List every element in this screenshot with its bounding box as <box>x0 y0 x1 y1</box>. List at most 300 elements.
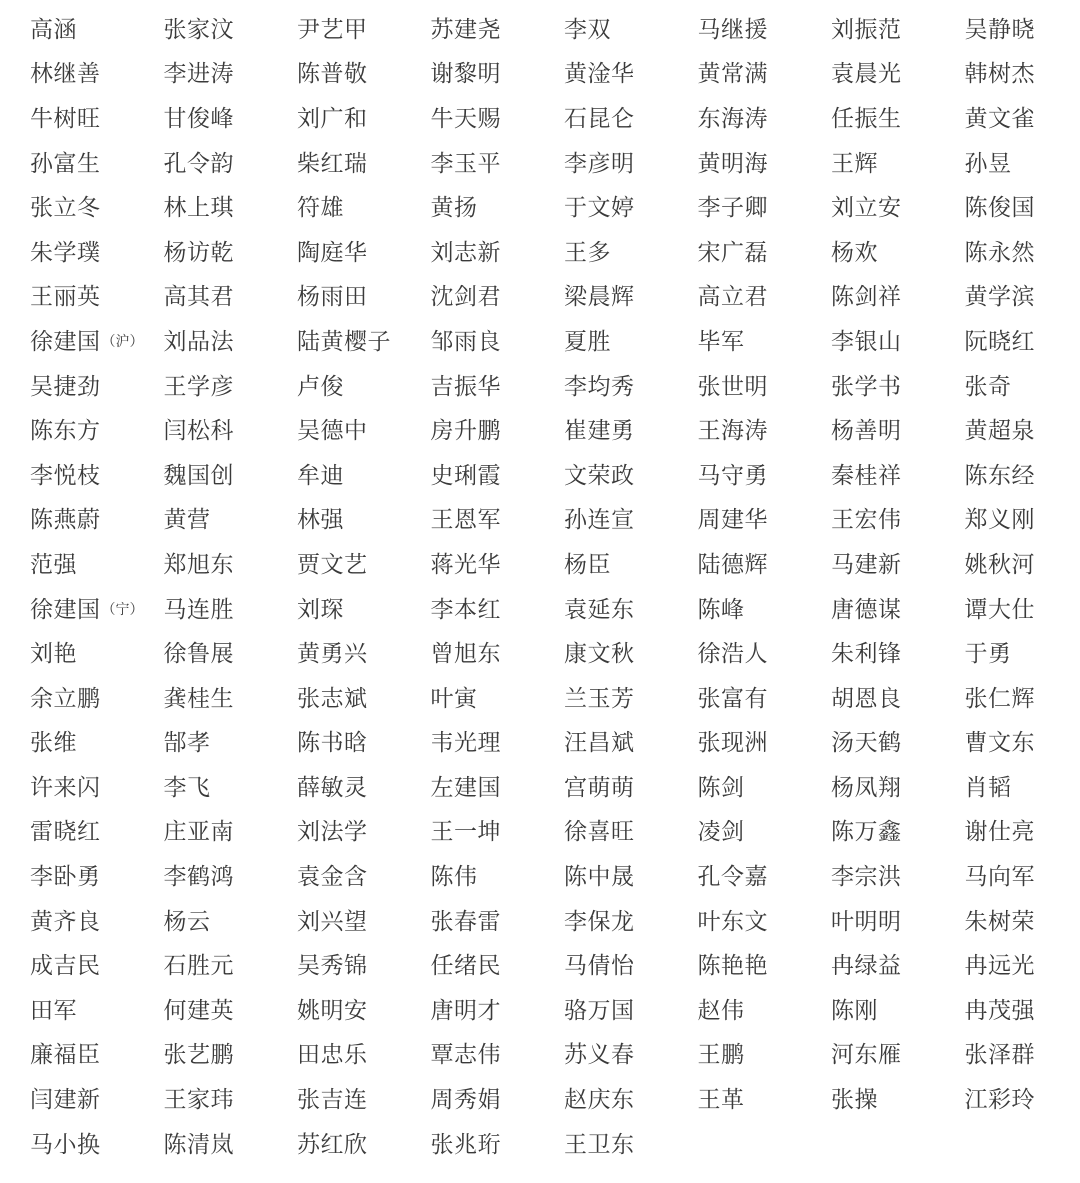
person-name: 陈中晟 <box>564 864 635 891</box>
person-name: 唐明才 <box>430 997 501 1024</box>
person-name: 林继善 <box>30 61 101 88</box>
name-entry <box>831 499 965 544</box>
name-entry <box>831 409 965 454</box>
name-entry <box>965 454 1080 499</box>
person-name: 孙连宣 <box>564 507 635 534</box>
name-entry <box>297 811 431 856</box>
person-name: 田军 <box>30 997 77 1024</box>
person-name: 冉绿益 <box>831 953 902 980</box>
person-name: 陈普敬 <box>297 61 368 88</box>
person-name: 胡恩良 <box>831 685 902 712</box>
person-name: 牟迪 <box>297 462 344 489</box>
person-name: 刘品法 <box>163 328 234 355</box>
name-entry <box>831 1034 965 1079</box>
person-name: 杨善明 <box>831 418 902 445</box>
person-name: 宋广磊 <box>697 239 768 266</box>
name-entry <box>965 409 1080 454</box>
name-entry <box>564 1123 698 1168</box>
name-entry <box>965 543 1080 588</box>
name-entry <box>831 365 965 410</box>
name-entry <box>164 499 298 544</box>
person-name: 周秀娟 <box>430 1087 501 1114</box>
person-name: 陈书晗 <box>297 730 368 757</box>
person-name: 曾旭东 <box>430 641 501 668</box>
person-name: 苏红欣 <box>297 1131 368 1158</box>
name-entry <box>831 766 965 811</box>
name-entry <box>297 365 431 410</box>
person-name: 刘法学 <box>297 819 368 846</box>
name-entry <box>564 855 698 900</box>
name-entry <box>431 989 565 1034</box>
name-entry <box>564 1078 698 1123</box>
person-name: 黄常满 <box>697 61 768 88</box>
person-name: 江彩玲 <box>964 1087 1035 1114</box>
name-entry <box>564 677 698 722</box>
person-name: 袁金含 <box>297 864 368 891</box>
name-entry <box>297 1123 431 1168</box>
name-entry <box>831 97 965 142</box>
person-name: 兰玉芳 <box>564 685 635 712</box>
person-name: 王卫东 <box>564 1131 635 1158</box>
person-name: 孙昱 <box>964 150 1012 177</box>
name-entry <box>698 588 832 633</box>
person-name: 甘俊峰 <box>163 105 234 132</box>
person-name: 毕军 <box>697 328 745 355</box>
person-name: 苏义春 <box>564 1042 635 1069</box>
person-name: 张现洲 <box>697 730 768 757</box>
person-name: 赵庆东 <box>564 1087 635 1114</box>
person-name: 李玉平 <box>430 150 501 177</box>
name-entry <box>431 365 565 410</box>
person-name: 陈剑祥 <box>831 284 902 311</box>
name-entry <box>431 409 565 454</box>
person-name: 黄勇兴 <box>297 641 368 668</box>
name-entry <box>164 8 298 53</box>
name-entry <box>30 186 164 231</box>
name-entry <box>431 320 565 365</box>
name-entry <box>564 499 698 544</box>
name-entry <box>164 1123 298 1168</box>
name-entry <box>164 989 298 1034</box>
person-name: 陈燕蔚 <box>30 507 101 534</box>
name-entry <box>30 1123 164 1168</box>
person-name: 马倩怡 <box>564 953 635 980</box>
name-entry <box>965 276 1080 321</box>
person-name: 谢黎明 <box>430 61 501 88</box>
person-name: 庄亚南 <box>163 819 234 846</box>
person-name: 闫建新 <box>30 1087 101 1114</box>
person-name: 骆万国 <box>564 997 635 1024</box>
person-name: 朱利锋 <box>831 641 902 668</box>
name-entry <box>965 231 1080 276</box>
person-name: 陆黄樱子 <box>297 328 391 355</box>
name-entry <box>831 588 965 633</box>
name-entry <box>297 900 431 945</box>
person-name: 朱学璞 <box>30 239 101 266</box>
name-entry <box>431 766 565 811</box>
person-name: 张世明 <box>697 373 768 400</box>
person-name: 房升鹏 <box>430 418 501 445</box>
name-entry <box>698 855 832 900</box>
name-entry <box>30 97 164 142</box>
person-name: 张春雷 <box>430 908 501 935</box>
person-name: 夏胜 <box>564 328 611 355</box>
person-name: 张学书 <box>831 373 902 400</box>
name-entry <box>564 722 698 767</box>
name-entry <box>297 409 431 454</box>
name-entry <box>30 1078 164 1123</box>
name-entry <box>164 276 298 321</box>
person-name: 龚桂生 <box>163 685 234 712</box>
name-entry <box>431 944 565 989</box>
person-name: 谢仕亮 <box>964 819 1035 846</box>
name-entry <box>30 454 164 499</box>
name-entry <box>564 766 698 811</box>
person-name: 王丽英 <box>30 284 101 311</box>
name-entry <box>831 186 965 231</box>
person-name: 王鹏 <box>697 1042 745 1069</box>
name-entry <box>297 499 431 544</box>
name-entry <box>431 454 565 499</box>
person-name: 曹文东 <box>964 730 1035 757</box>
name-entry <box>431 632 565 677</box>
person-name: 冉远光 <box>964 953 1035 980</box>
name-entry <box>564 231 698 276</box>
name-entry <box>30 677 164 722</box>
person-name: 杨云 <box>163 908 211 935</box>
person-name: 徐浩人 <box>697 641 768 668</box>
name-entry <box>30 900 164 945</box>
person-name: 李均秀 <box>564 373 635 400</box>
name-entry <box>30 1034 164 1079</box>
name-entry <box>831 231 965 276</box>
person-name: 马建新 <box>831 551 902 578</box>
person-name: 徐喜旺 <box>564 819 635 846</box>
name-entry <box>831 142 965 187</box>
person-name: 朱树荣 <box>964 908 1035 935</box>
person-name: 袁晨光 <box>831 61 902 88</box>
name-entry <box>831 1078 965 1123</box>
name-entry <box>164 454 298 499</box>
name-entry <box>431 142 565 187</box>
person-name: 崔建勇 <box>564 418 635 445</box>
name-entry <box>965 499 1080 544</box>
person-name: 张富有 <box>697 685 768 712</box>
name-entry <box>431 900 565 945</box>
person-name: 汤天鹤 <box>831 730 902 757</box>
person-name: 王一坤 <box>430 819 501 846</box>
person-name: 张吉连 <box>297 1087 368 1114</box>
person-name: 凌剑 <box>697 819 745 846</box>
person-name: 郑旭东 <box>163 551 234 578</box>
name-entry <box>698 1078 832 1123</box>
name-entry <box>564 632 698 677</box>
name-entry <box>431 97 565 142</box>
person-name: 覃志伟 <box>430 1042 501 1069</box>
person-name: 张立冬 <box>30 195 101 222</box>
name-entry <box>30 231 164 276</box>
person-name: 郜孝 <box>163 730 211 757</box>
name-entry <box>698 632 832 677</box>
name-entry <box>164 320 298 365</box>
person-name: 谭大仕 <box>964 596 1035 623</box>
person-name: 高其君 <box>163 284 234 311</box>
name-entry <box>164 677 298 722</box>
name-entry <box>965 365 1080 410</box>
person-name: 闫松科 <box>163 418 234 445</box>
person-name: 石胜元 <box>163 953 234 980</box>
name-entry <box>965 320 1080 365</box>
name-entry <box>698 900 832 945</box>
name-entry <box>698 97 832 142</box>
person-name: 韦光理 <box>430 730 501 757</box>
person-name: 邹雨良 <box>430 328 501 355</box>
name-entry <box>564 142 698 187</box>
name-entry <box>30 722 164 767</box>
name-entry <box>297 677 431 722</box>
name-entry <box>831 722 965 767</box>
person-name: 宫萌萌 <box>564 774 635 801</box>
name-entry <box>965 1034 1080 1079</box>
name-entry <box>164 543 298 588</box>
name-entry <box>297 722 431 767</box>
person-name: 叶东文 <box>697 908 768 935</box>
name-entry <box>431 276 565 321</box>
name-entry <box>698 722 832 767</box>
person-name: 左建国 <box>430 774 501 801</box>
name-entry <box>297 97 431 142</box>
name-entry <box>431 1078 565 1123</box>
person-name: 李卧勇 <box>30 864 101 891</box>
person-name: 张维 <box>30 730 77 757</box>
name-entry <box>965 97 1080 142</box>
name-entry <box>564 276 698 321</box>
name-entry <box>164 722 298 767</box>
name-entry <box>297 989 431 1034</box>
person-name: 肖韬 <box>964 774 1012 801</box>
person-name: 康文秋 <box>564 641 635 668</box>
name-entry <box>297 588 431 633</box>
name-entry <box>831 53 965 98</box>
name-entry <box>30 53 164 98</box>
name-entry <box>431 499 565 544</box>
name-entry <box>564 454 698 499</box>
name-entry <box>831 811 965 856</box>
name-entry <box>297 8 431 53</box>
person-name: 马连胜 <box>163 596 234 623</box>
name-entry <box>564 811 698 856</box>
person-name: 何建英 <box>163 997 234 1024</box>
name-entry <box>698 454 832 499</box>
person-name: 任振生 <box>831 105 902 132</box>
person-name: 黄齐良 <box>30 908 101 935</box>
name-entry <box>297 855 431 900</box>
name-entry <box>164 53 298 98</box>
person-name: 李双 <box>564 16 611 43</box>
person-name: 刘艳 <box>30 641 77 668</box>
person-name: 吴静晓 <box>964 16 1035 43</box>
name-entry <box>297 142 431 187</box>
name-entry <box>564 8 698 53</box>
name-entry <box>564 97 698 142</box>
name-entry <box>965 811 1080 856</box>
name-entry <box>431 588 565 633</box>
name-entry <box>831 632 965 677</box>
name-entry <box>831 944 965 989</box>
person-name: 黄明海 <box>697 150 768 177</box>
name-entry <box>30 320 164 365</box>
person-name: 徐建国 <box>30 328 101 355</box>
person-name: 马小换 <box>30 1131 101 1158</box>
person-name: 陈东经 <box>964 462 1035 489</box>
person-name: 梁晨辉 <box>564 284 635 311</box>
person-name: 吴秀锦 <box>297 953 368 980</box>
name-entry <box>30 365 164 410</box>
person-name: 吴德中 <box>297 418 368 445</box>
person-name: 陆德辉 <box>697 551 768 578</box>
person-name: 张艺鹏 <box>163 1042 234 1069</box>
name-entry <box>564 543 698 588</box>
name-entry <box>164 1078 298 1123</box>
person-name: 于文婷 <box>564 195 635 222</box>
person-name: 王辉 <box>831 150 878 177</box>
name-entry <box>30 142 164 187</box>
name-entry <box>965 766 1080 811</box>
person-name: 姚秋河 <box>964 551 1035 578</box>
person-name: 李进涛 <box>163 61 234 88</box>
person-name: 张操 <box>831 1087 878 1114</box>
person-name: 徐建国 <box>30 596 101 623</box>
name-entry <box>30 855 164 900</box>
person-name: 史琍霞 <box>430 462 501 489</box>
name-entry <box>564 320 698 365</box>
person-name: 李飞 <box>163 774 211 801</box>
person-name: 王革 <box>697 1087 745 1114</box>
person-name: 柴红瑞 <box>297 150 368 177</box>
name-entry <box>698 409 832 454</box>
name-entry <box>431 543 565 588</box>
name-entry <box>297 454 431 499</box>
person-name: 余立鹏 <box>30 685 101 712</box>
person-name: 叶寅 <box>430 685 478 712</box>
person-name: 雷晓红 <box>30 819 101 846</box>
name-entry <box>164 1034 298 1079</box>
person-name: 符雄 <box>297 195 344 222</box>
name-entry <box>164 900 298 945</box>
person-name: 陈刚 <box>831 997 878 1024</box>
name-entry <box>564 409 698 454</box>
name-entry <box>564 900 698 945</box>
person-name: 陈剑 <box>697 774 745 801</box>
name-entry <box>164 231 298 276</box>
person-name: 廉福臣 <box>30 1042 101 1069</box>
name-entry <box>30 811 164 856</box>
person-name: 黄文雀 <box>964 105 1035 132</box>
person-name: 王家玮 <box>163 1087 234 1114</box>
person-name: 王恩军 <box>430 507 501 534</box>
name-entry <box>698 1034 832 1079</box>
person-name: 王学彦 <box>163 373 234 400</box>
name-entry <box>297 1078 431 1123</box>
name-entry <box>698 543 832 588</box>
person-name: 陈清岚 <box>163 1131 234 1158</box>
name-entry <box>965 677 1080 722</box>
name-entry <box>564 186 698 231</box>
name-entry <box>831 543 965 588</box>
name-entry <box>297 53 431 98</box>
person-name: 黄淦华 <box>564 61 635 88</box>
name-entry <box>698 276 832 321</box>
person-name: 苏建尧 <box>430 16 501 43</box>
person-name: 秦桂祥 <box>831 462 902 489</box>
name-region-note: （宁） <box>101 602 144 619</box>
name-entry <box>164 944 298 989</box>
person-name: 陈万鑫 <box>831 819 902 846</box>
person-name: 李悦枝 <box>30 462 101 489</box>
name-entry <box>564 944 698 989</box>
name-entry <box>965 722 1080 767</box>
person-name: 王多 <box>564 239 611 266</box>
name-entry <box>30 989 164 1034</box>
person-name: 徐鲁展 <box>163 641 234 668</box>
name-entry <box>698 365 832 410</box>
name-entry <box>164 588 298 633</box>
person-name: 唐德谋 <box>831 596 902 623</box>
name-entry <box>698 320 832 365</box>
person-name: 黄学滨 <box>964 284 1035 311</box>
name-entry <box>431 677 565 722</box>
name-region-note: （沪） <box>101 334 144 351</box>
person-name: 杨雨田 <box>297 284 368 311</box>
person-name: 陈永然 <box>964 239 1035 266</box>
person-name: 牛天赐 <box>430 105 501 132</box>
name-entry <box>831 989 965 1034</box>
name-entry <box>30 8 164 53</box>
person-name: 河东雁 <box>831 1042 902 1069</box>
name-entry <box>698 499 832 544</box>
name-entry <box>297 320 431 365</box>
name-entry <box>965 855 1080 900</box>
name-entry <box>965 989 1080 1034</box>
name-entry <box>831 855 965 900</box>
person-name: 马守勇 <box>697 462 768 489</box>
name-entry <box>297 766 431 811</box>
name-entry <box>30 632 164 677</box>
person-name: 张家汶 <box>163 16 234 43</box>
person-name: 吴捷劲 <box>30 373 101 400</box>
person-name: 李本红 <box>430 596 501 623</box>
name-entry <box>564 588 698 633</box>
person-name: 贾文艺 <box>297 551 368 578</box>
person-name: 高涵 <box>30 16 77 43</box>
person-name: 刘兴望 <box>297 908 368 935</box>
person-name: 刘琛 <box>297 596 344 623</box>
person-name: 田忠乐 <box>297 1042 368 1069</box>
name-entry <box>965 8 1080 53</box>
person-name: 陈东方 <box>30 418 101 445</box>
name-entry <box>431 231 565 276</box>
person-name: 李彦明 <box>564 150 635 177</box>
name-entry <box>164 186 298 231</box>
person-name: 陈峰 <box>697 596 745 623</box>
name-entry <box>698 811 832 856</box>
name-entry <box>431 186 565 231</box>
name-entry <box>164 409 298 454</box>
person-name: 文荣政 <box>564 462 635 489</box>
person-name: 孔令韵 <box>163 150 234 177</box>
person-name: 杨欢 <box>831 239 878 266</box>
person-name: 赵伟 <box>697 997 745 1024</box>
